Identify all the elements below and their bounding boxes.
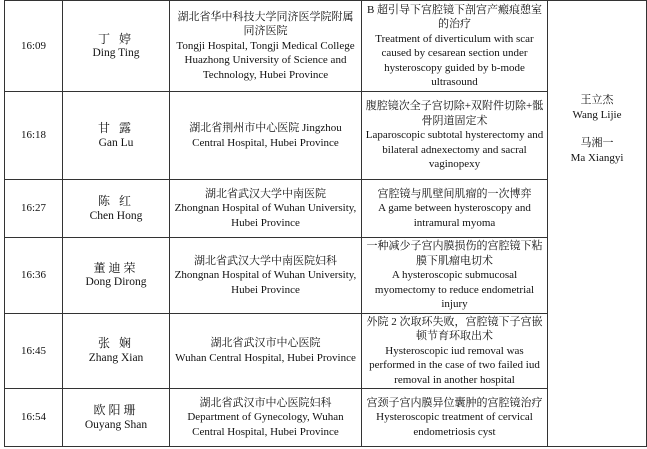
institution-cell xyxy=(170,180,362,238)
moderator-name-en: Wang Lijie xyxy=(572,108,622,121)
institution-zh: 湖北省武汉大学中南医院妇科 xyxy=(194,254,337,267)
speaker-name-en: Chen Hong xyxy=(89,209,143,222)
speaker-name-zh: 张 娴 xyxy=(97,336,134,351)
speaker-cell xyxy=(63,389,170,447)
institution-en: Central Hospital, Hubei Province xyxy=(192,136,339,149)
institution-cell xyxy=(170,238,362,314)
time-cell: 16:54 xyxy=(5,389,63,447)
topic-zh: 一种减少子宫内膜损伤的宫腔镜下粘膜下肌瘤电切术 xyxy=(366,240,543,267)
speaker-name-en: Dong Dirong xyxy=(85,276,147,289)
institution-zh: 湖北省武汉市中心医院 xyxy=(210,337,321,350)
time-cell: 16:09 xyxy=(5,1,63,92)
institution-cell xyxy=(170,389,362,447)
topic-cell xyxy=(362,389,548,447)
topic-en: Hysteroscopic iud removal was performed in the case of two failed iud removal in another hospital xyxy=(369,344,540,386)
topic-zh: 宫颈子宫内膜异位囊肿的宫腔镜治疗 xyxy=(366,396,543,409)
topic-en: Hysteroscopic treatment of cervical endometriosis cyst xyxy=(376,411,533,438)
topic-zh: 外院 2 次取环失败，宫腔镜下子宫嵌顿节育环取出术 xyxy=(366,315,543,342)
topic-cell xyxy=(362,238,548,314)
table-row xyxy=(5,1,647,92)
topic-zh: 宫腔镜与肌壁间肌瘤的一次博弈 xyxy=(377,187,532,200)
speaker-name-zh: 丁 婷 xyxy=(97,31,134,46)
speaker-cell xyxy=(63,238,170,314)
topic-cell xyxy=(362,180,548,238)
speaker-name-zh: 甘 露 xyxy=(97,121,134,135)
speaker-name-en: Zhang Xian xyxy=(88,351,144,364)
speaker-cell xyxy=(63,92,170,180)
speaker-name-zh: 欧阳珊 xyxy=(93,403,139,417)
moderator-name-en: Ma Xiangyi xyxy=(570,151,624,164)
speaker-cell xyxy=(63,313,170,389)
institution-en: Tongji Hospital, Tongji Medical College Huazhong University of Science and Technology, Hubei Province xyxy=(176,39,355,81)
institution-zh: 湖北省华中科技大学同济医学院附属同济医院 xyxy=(177,10,354,38)
institution-cell xyxy=(170,1,362,92)
speaker-name-en: Ouyang Shan xyxy=(84,418,148,431)
time-cell: 16:36 xyxy=(5,238,63,314)
speaker-cell xyxy=(63,180,170,238)
speaker-name-en: Ding Ting xyxy=(92,47,140,59)
institution-zh: 湖北省武汉市中心医院妇科 xyxy=(199,396,332,409)
institution-cell xyxy=(170,92,362,180)
speaker-name-zh: 陈 红 xyxy=(97,194,134,208)
time-cell: 16:45 xyxy=(5,313,63,389)
topic-en: A game between hysteroscopy and intramural myoma xyxy=(378,202,531,229)
speaker-name-zh: 董迪荣 xyxy=(93,260,139,275)
topic-en: A hysteroscopic submucosal myomectomy to reduce endometrial injury xyxy=(374,269,535,310)
topic-zh: B 超引导下宫腔镜下剖宫产瘢痕憩室的治疗 xyxy=(366,3,543,30)
moderator-name-zh: 马湘一 xyxy=(580,137,614,149)
time-cell: 16:18 xyxy=(5,92,63,180)
institution-en: Zhongnan Hospital of Wuhan University, Hubei Province xyxy=(174,202,357,229)
topic-cell xyxy=(362,92,548,180)
moderator-1 xyxy=(551,93,643,122)
topic-cell xyxy=(362,313,548,389)
speaker-cell xyxy=(63,1,170,92)
institution-en: Zhongnan Hospital of Wuhan University, Hubei Province xyxy=(174,269,357,296)
moderator-2 xyxy=(551,136,643,165)
schedule-table xyxy=(4,0,647,447)
topic-en: Treatment of diverticulum with scar caused by cesarean section under hysteroscopy guided by b-mode ultrasound xyxy=(375,32,534,88)
institution-en: Department of Gynecology, Wuhan Central Hospital, Hubei Province xyxy=(187,411,344,438)
institution-en: Wuhan Central Hospital, Hubei Province xyxy=(175,351,356,364)
time-cell: 16:27 xyxy=(5,180,63,238)
topic-zh: 腹腔镜次全子宫切除+双附件切除+骶骨阴道固定术 xyxy=(365,100,544,127)
speaker-name-en: Gan Lu xyxy=(98,136,134,149)
institution-zh: 湖北省武汉大学中南医院 xyxy=(205,187,326,200)
topic-cell xyxy=(362,1,548,92)
moderator-name-zh: 王立杰 xyxy=(580,94,614,106)
moderator-cell xyxy=(548,1,647,447)
topic-en: Laparoscopic subtotal hysterectomy and bilateral adnexectomy and sacral vaginopexy xyxy=(365,129,544,171)
institution-zh: 湖北省荆州市中心医院 Jingzhou xyxy=(189,122,342,134)
institution-cell xyxy=(170,313,362,389)
